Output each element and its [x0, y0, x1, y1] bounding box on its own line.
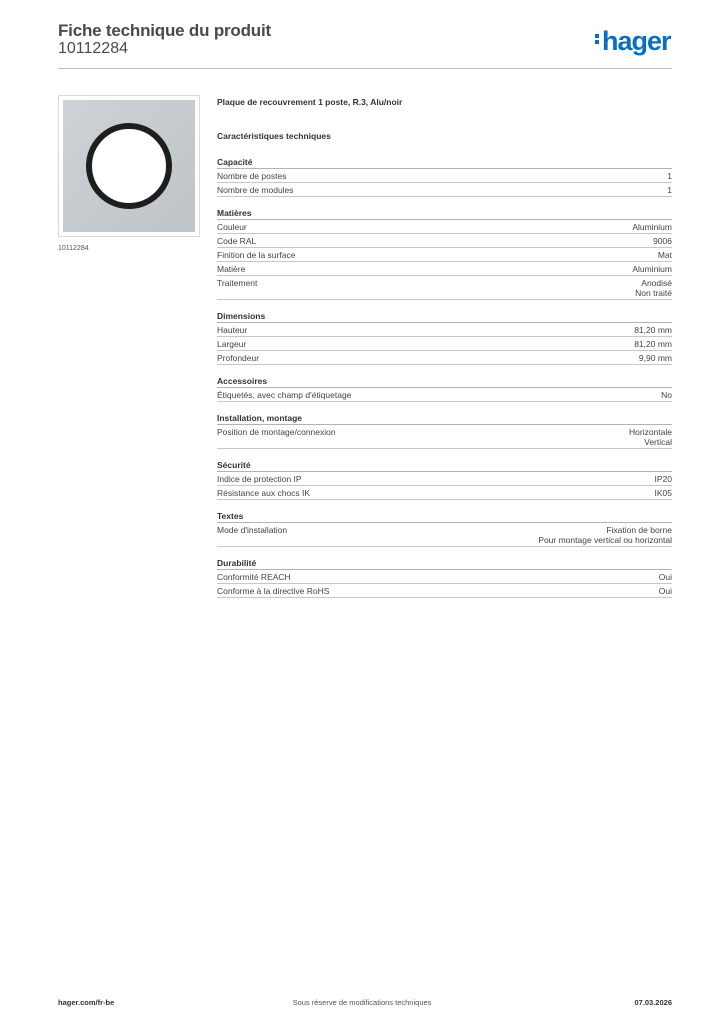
- spec-section: [217, 557, 672, 598]
- logo-dots-icon: [595, 32, 600, 46]
- spec-section: [217, 412, 672, 449]
- spec-value: 1: [667, 170, 672, 181]
- spec-row: [217, 276, 672, 300]
- spec-content: [217, 96, 672, 608]
- spec-row: [217, 486, 672, 500]
- spec-row: [217, 570, 672, 584]
- spec-section: [217, 310, 672, 365]
- spec-values: [667, 171, 672, 181]
- spec-values: [634, 339, 672, 349]
- spec-values: [667, 185, 672, 195]
- spec-value: IP20: [654, 473, 672, 484]
- product-image: [58, 95, 200, 237]
- section-title: Installation, montage: [217, 412, 672, 425]
- spec-value: IK05: [654, 487, 672, 498]
- spec-values: [655, 474, 673, 484]
- spec-values: [635, 278, 672, 298]
- section-title: Textes: [217, 510, 672, 523]
- spec-value: Aluminium: [632, 263, 672, 274]
- spec-section: [217, 510, 672, 547]
- spec-values: [538, 525, 672, 545]
- spec-label: Finition de la surface: [217, 249, 296, 260]
- page-title: Fiche technique du produit: [58, 21, 271, 40]
- spec-value: No: [661, 389, 672, 400]
- spec-values: [659, 586, 672, 596]
- spec-values: [658, 250, 672, 260]
- section-title: Durabilité: [217, 557, 672, 570]
- spec-row: [217, 337, 672, 351]
- footer-website[interactable]: hager.com/fr-be: [58, 998, 115, 1007]
- spec-row: [217, 584, 672, 598]
- spec-values: [632, 222, 672, 232]
- product-name: Plaque de recouvrement 1 poste, R.3, Alu/noir: [217, 97, 403, 107]
- spec-value: Non traité: [635, 287, 672, 298]
- spec-values: [634, 325, 672, 335]
- spec-row: [217, 388, 672, 402]
- spec-label: Conforme à la directive RoHS: [217, 585, 330, 596]
- spec-values: [639, 353, 672, 363]
- product-reference: 10112284: [58, 40, 128, 57]
- spec-row: [217, 262, 672, 276]
- spec-value: 9006: [653, 235, 672, 246]
- characteristics-title: Caractéristiques techniques: [217, 131, 331, 141]
- section-title: Dimensions: [217, 310, 672, 323]
- spec-row: [217, 234, 672, 248]
- footer-date: 07.03.2026: [634, 998, 672, 1007]
- spec-values: [659, 572, 672, 582]
- spec-values: [655, 488, 673, 498]
- spec-row: [217, 351, 672, 365]
- spec-values: [629, 427, 672, 447]
- spec-row: [217, 425, 672, 449]
- spec-section: [217, 375, 672, 402]
- cover-plate-shape: [63, 100, 195, 232]
- spec-value: 81,20 mm: [634, 338, 672, 349]
- spec-label: Nombre de postes: [217, 170, 287, 181]
- spec-value: Aluminium: [632, 221, 672, 232]
- spec-label: Conformité REACH: [217, 571, 291, 582]
- spec-label: Résistance aux chocs IK: [217, 487, 311, 498]
- spec-value: 81,20 mm: [634, 324, 672, 335]
- spec-label: Traitement: [217, 277, 258, 288]
- spec-value: Fixation de borne: [606, 524, 672, 535]
- spec-value: 1: [667, 184, 672, 195]
- spec-label: Code RAL: [217, 235, 257, 246]
- header-divider: [58, 68, 672, 69]
- spec-label: Nombre de modules: [217, 184, 294, 195]
- spec-label: Hauteur: [217, 324, 248, 335]
- spec-row: [217, 523, 672, 547]
- spec-row: [217, 472, 672, 486]
- spec-value: Anodisé: [641, 277, 672, 288]
- plate-ring-shape: [86, 123, 172, 209]
- spec-section: [217, 207, 672, 300]
- spec-row: [217, 183, 672, 197]
- spec-row: [217, 220, 672, 234]
- spec-value: Oui: [658, 571, 672, 582]
- spec-values: [653, 236, 672, 246]
- spec-label: Position de montage/connexion: [217, 426, 336, 437]
- section-title: Accessoires: [217, 375, 672, 388]
- section-title: Matières: [217, 207, 672, 220]
- hager-logo[interactable]: [595, 28, 671, 55]
- spec-row: [217, 323, 672, 337]
- spec-label: Couleur: [217, 221, 247, 232]
- spec-row: [217, 248, 672, 262]
- spec-label: Mode d'installation: [217, 524, 288, 535]
- spec-label: Largeur: [217, 338, 247, 349]
- image-caption: 10112284: [58, 245, 89, 252]
- spec-row: [217, 169, 672, 183]
- spec-section: [217, 156, 672, 197]
- spec-label: Matière: [217, 263, 246, 274]
- spec-value: Horizontale: [629, 426, 672, 437]
- spec-value: Pour montage vertical ou horizontal: [538, 534, 672, 545]
- spec-section: [217, 459, 672, 500]
- spec-sections: [217, 156, 672, 598]
- section-title: Sécurité: [217, 459, 672, 472]
- spec-label: Indice de protection IP: [217, 473, 302, 484]
- spec-label: Profondeur: [217, 352, 260, 363]
- section-title: Capacité: [217, 156, 672, 169]
- spec-value: Vertical: [644, 436, 672, 447]
- spec-value: 9,90 mm: [638, 352, 672, 363]
- spec-values: [661, 390, 672, 400]
- spec-value: Oui: [658, 585, 672, 596]
- spec-label: Étiquetés, avec champ d'étiquetage: [217, 389, 352, 400]
- spec-values: [632, 264, 672, 274]
- footer-notice: Sous réserve de modifications techniques: [292, 998, 432, 1007]
- spec-value: Mat: [657, 249, 672, 260]
- logo-text: hager: [602, 26, 671, 56]
